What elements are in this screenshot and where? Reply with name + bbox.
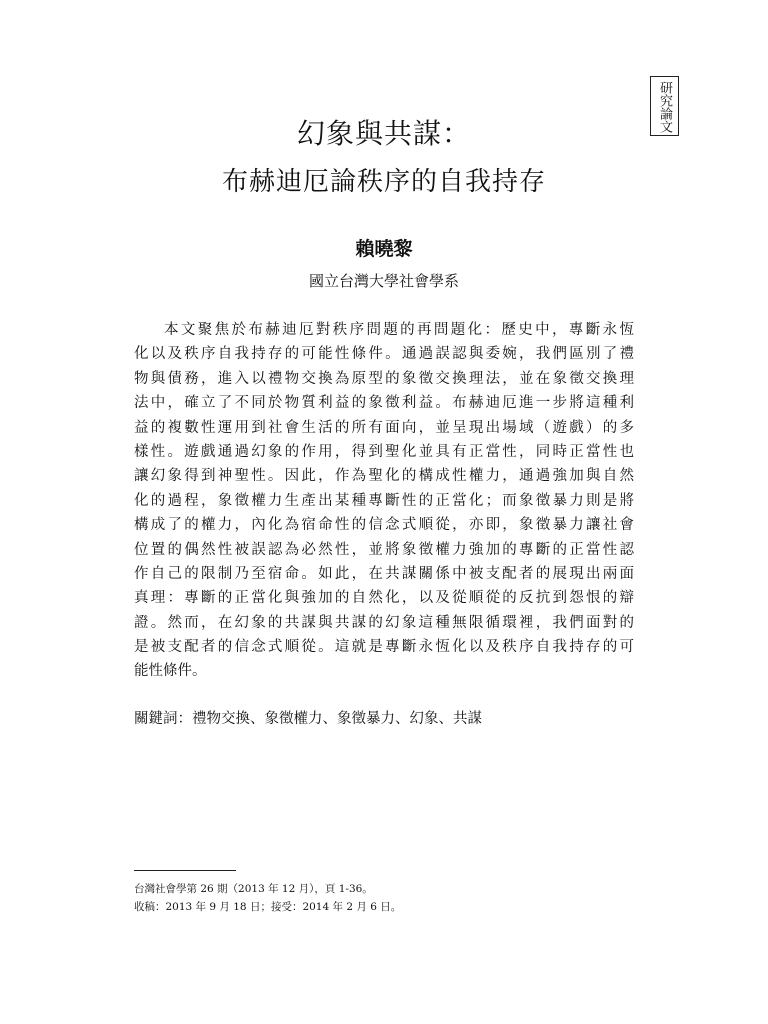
paper-subtitle: 布赫迪厄論秩序的自我持存 (221, 167, 546, 197)
keywords: 關鍵詞：禮物交換、象徵權力、象徵暴力、幻象、共謀 (134, 711, 482, 727)
abstract-line: 真理：專斷的正當化與強加的自然化，以及從順從的反抗到怨恨的辯 (134, 590, 634, 607)
abstract (134, 318, 634, 684)
abstract-line: 讓幻象得到神聖性。因此，作為聖化的構成性權力，通過強加與自然 (134, 468, 634, 485)
abstract-line: 構成了的權力，內化為宿命性的信念式順從，亦即，象徵暴力讓社會 (134, 517, 634, 534)
abstract-line: 益的複數性運用到社會生活的所有面向，並呈現出場域（遊戲）的多 (134, 419, 634, 436)
abstract-line: 法中，確立了不同於物質利益的象徵利益。布赫迪厄進一步將這種利 (134, 395, 634, 412)
abstract-line: 本文聚焦於布赫迪厄對秩序問題的再問題化：歷史中，專斷永恆 (164, 322, 634, 338)
abstract-line: 能性條件。 (134, 663, 207, 680)
abstract-line: 化的過程，象徵權力生產出某種專斷性的正當化；而象徵暴力則是將 (134, 492, 634, 509)
author-name: 賴曉黎 (355, 238, 413, 260)
abstract-line: 作自己的限制乃至宿命。如此，在共謀關係中被支配者的展現出兩面 (134, 565, 634, 582)
footnote-dates: 收稿：2013 年 9 月 18 日；接受：2014 年 2 月 6 日。 (134, 901, 402, 913)
section-tag: 研究論文 (650, 76, 679, 136)
abstract-line: 物與債務，進入以禮物交換為原型的象徵交換理法，並在象徵交換理 (134, 370, 634, 387)
abstract-line: 是被支配者的信念式順從。這就是專斷永恆化以及秩序自我持存的可 (134, 639, 634, 656)
footnote-divider (134, 870, 236, 871)
abstract-line: 化以及秩序自我持存的可能性條件。通過誤認與委婉，我們區別了禮 (134, 346, 634, 363)
abstract-line: 證。然而，在幻象的共謀與共謀的幻象這種無限循環裡，我們面對的 (134, 614, 634, 631)
footnote-citation: 台灣社會學第 26 期（2013 年 12 月），頁 1-36。 (134, 883, 373, 895)
paper-title: 幻象與共謀： (296, 117, 471, 150)
abstract-line: 位置的偶然性被誤認為必然性，並將象徵權力強加的專斷的正當性認 (134, 541, 634, 558)
abstract-line: 樣性。遊戲通過幻象的作用，得到聖化並具有正當性，同時正當性也 (134, 443, 634, 460)
author-affiliation: 國立台灣大學社會學系 (308, 272, 459, 290)
